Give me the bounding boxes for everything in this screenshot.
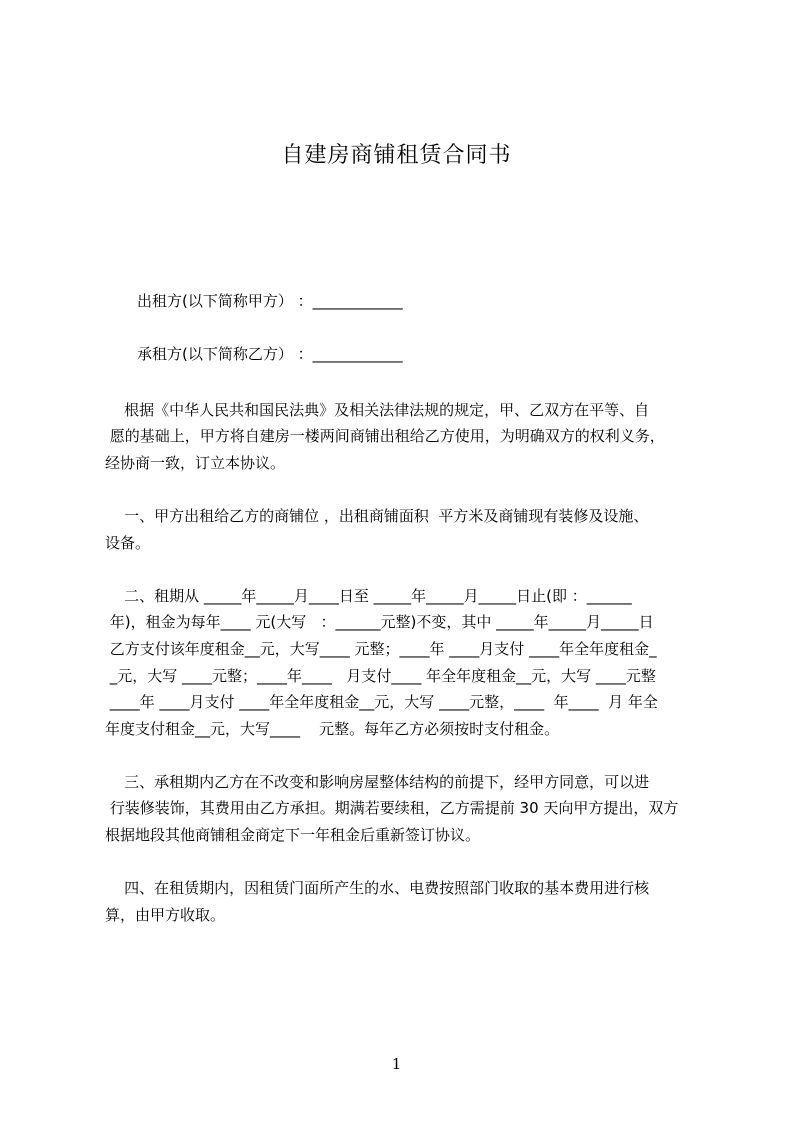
paragraph-line: 年)，租金为每年____ 元(大写 ：______元整)不变，其中 _____年_____月_____日: [105, 613, 654, 631]
paragraph-line: 愿的基础上，甲方将自建房一楼两间商铺出租给乙方使用，为明确双方的权利义务，: [105, 427, 665, 445]
paragraph-line: 年度支付租金__元，大写____ 元整。每年乙方必须按时支付租金。: [105, 720, 560, 738]
paragraph-line: 三、承租期内乙方在不改变和影响房屋整体结构的前提下，经甲方同意，可以进: [105, 773, 650, 791]
party-a-line: 出租方(以下简称甲方） ：____________: [137, 292, 403, 310]
paragraph-line: 二、租期从 _____年_____月____日至 _____年_____月_____日止(即 ：______: [105, 587, 632, 605]
paragraph-line: 设备。: [105, 534, 151, 552]
page-number: 1: [391, 1055, 402, 1073]
paragraph-line: 一、甲方出租给乙方的商铺位 ，出租商铺面积 平方米及商铺现有装修及设施、: [105, 507, 649, 525]
paragraph-line: 根据地段其他商铺租金商定下一年租金后重新签订协议。: [105, 826, 481, 844]
paragraph-line: 算，由甲方收取。: [105, 906, 226, 924]
paragraph-line: 行装修装饰，其费用由乙方承担。期满若要续租，乙方需提前 30 天向甲方提出，双方: [105, 799, 679, 817]
party-b-line: 承租方(以下简称乙方） ：____________: [137, 345, 403, 363]
paragraph-line: ____年 ____月支付 ____年全年度租金__元，大写 ____元整，____ 年____ 月 年全: [105, 693, 658, 711]
paragraph-line: 根据《中华人民共和国民法典》及相关法律法规的规定，甲、乙双方在平等、自: [105, 401, 650, 419]
paragraph-line: 经协商一致，订立本协议。: [105, 454, 286, 472]
paragraph-line: _元，大写 ____元整；____年____ 月支付____ 年全年度租金__元，大写 ____元整: [105, 667, 656, 685]
document-title: 自建房商铺租赁合同书: [281, 143, 512, 168]
paragraph-line: 四、在租赁期内，因租赁门面所产生的水、电费按照部门收取的基本费用进行核: [105, 879, 650, 897]
paragraph-line: 乙方支付该年度租金__元，大写____ 元整；____年 ____月支付 ____年全年度租金_: [105, 640, 657, 658]
